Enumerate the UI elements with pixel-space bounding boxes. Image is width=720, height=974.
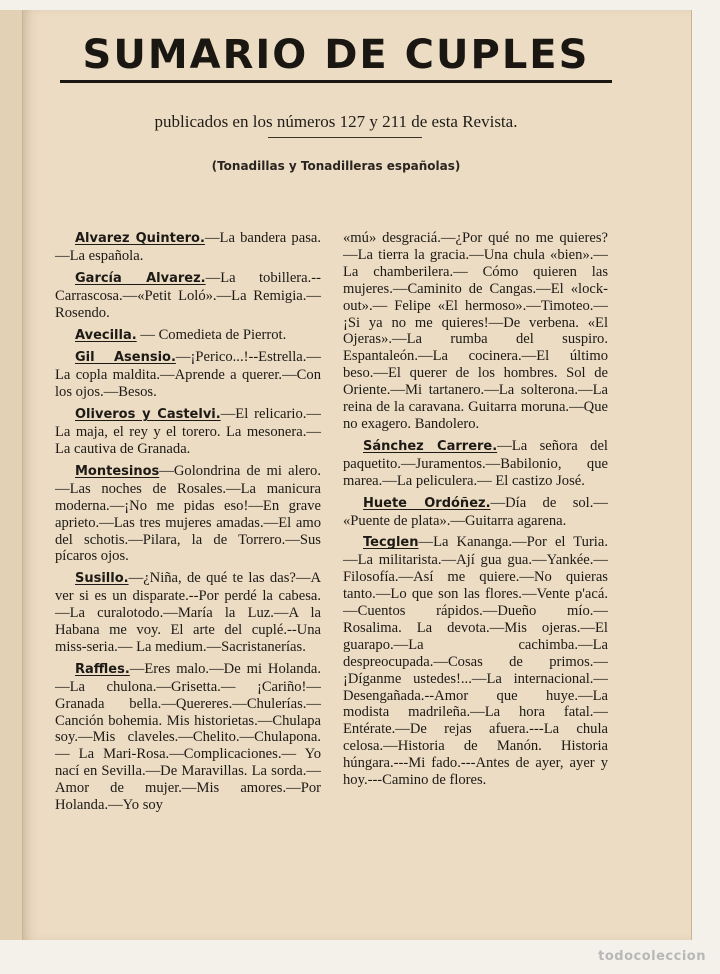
author-name: Huete Ordóñez. xyxy=(363,495,491,511)
song-list: —La Kananga.—Por el Turia.—La militarista.—Ají gua gua.—Yankée.—Filosofía.—Así me quiere.—No quieras tanto.—Lo que son las flores.—Vente p'acá.—Cuentos rápidos.—Dueño mío.—Rosalima. La devota.—Mis ojeras.—El guarapo.—La cachimba.—La despreocupada.—Cosas de primos.—¡Díganme ustedes!...—La internacional.—Desengañada.--Amor que huye.—La modista madrileña.—La hora fatal.— Entérate.—De rejas afuera.---La chula celosa.—Historia de Manón. Historia húngara.---Mi fado.---Antes de ayer, ayer y hoy.---Camino de flores. xyxy=(343,534,608,789)
watermark: todocoleccion xyxy=(598,949,706,964)
entry-oliveros-castelvi xyxy=(55,406,321,458)
author-name: Alvarez Quintero. xyxy=(75,231,205,246)
author-name: Avecilla. xyxy=(75,327,137,343)
section-label: (Tonadillas y Tonadilleras españolas) xyxy=(211,159,461,173)
song-list: —La tobillera.-- Carrascosa.—«Petit Loló».—La Remigia.—Rosendo. xyxy=(55,269,321,321)
author-name: Oliveros y Castelvi. xyxy=(75,407,221,423)
author-name: Susillo. xyxy=(75,571,129,587)
page-edge xyxy=(0,10,23,940)
song-list: —¡Perico...!--Estrella.—La copla maldita.—Aprende a querer.—Con los ojos.—Besos. xyxy=(55,349,321,401)
entry-susillo xyxy=(55,570,321,656)
entry-huete-ordonez xyxy=(343,495,608,530)
page-title: SUMARIO DE CUPLES xyxy=(82,32,590,78)
subtitle-rule xyxy=(268,137,422,138)
subtitle: publicados en los números 127 y 211 de esta Revista. xyxy=(154,112,518,131)
entry-raffles xyxy=(55,661,321,814)
left-column xyxy=(55,230,321,819)
song-list: —Día de sol.— «Puente de plata».—Guitarra agarena. xyxy=(343,494,608,529)
entry-montesinos xyxy=(55,463,321,565)
song-list: —La bandera pasa.—La española. xyxy=(55,230,322,264)
author-name: Gil Asensio. xyxy=(75,350,176,366)
song-list: —Eres malo.—De mi Holanda.—La chulona.—Grisetta.— ¡Cariño!—Granada bella.—Quereres.—Chulerías.—Canción bohemia. Mis historietas.—Chulapa soy.—Mis claveles.—Chelito.—Chulapona.— La Mari-Rosa.—Complicaciones.— Yo nací en Sevilla.—De Maravillas. La sorda.—Amor de mujer.—Mis amores.—Por Holanda.—Yo soy xyxy=(55,660,321,814)
song-list: —El relicario.—La maja, el rey y el torero. La mesonera.—La cautiva de Granada. xyxy=(55,406,321,457)
entry-raffles-continued: «mú» desgraciá.—¿Por qué no me quieres?—La tierra la gracia.—Una chula «bien».—La chamberilera.— Cómo quieren las mujeres.—Caminito de Cangas.—El «lock-out».— Felipe «El hermoso».—Timoteo.— ¡Si ya no me quieres!—De verbena. «El Ojeras».—La rumba del suspiro. Espantaleón.—La cocinera.—El último beso.—El querer de los hombres. Sol de Oriente.—Mi tartanero.—La solterona.—La reina de la caravana. Guitarra moruna.—Que no exagero. Bandolero. xyxy=(343,230,608,432)
entry-alvarez-quintero xyxy=(55,230,321,265)
right-column xyxy=(343,230,608,794)
entry-sanchez-carrere xyxy=(343,438,608,490)
song-list: — Comedieta de Pierrot. xyxy=(136,326,287,343)
title-rule xyxy=(60,80,612,83)
entry-tecglen xyxy=(343,534,608,789)
entry-garcia-alvarez xyxy=(55,270,321,322)
song-list: —¿Niña, de qué te las das?—A ver si es un disparate.--Por perdé la cabesa.—La curalotodo.—María la Luz.—A la Habana me voy. El arte del cuplé.--Una miss-seria.— La medium.—Sacristanerías. xyxy=(55,570,321,655)
song-list: —La señora del paquetito.—Juramentos.—Babilonio, que marea.—La peliculera.— El castizo José. xyxy=(343,437,608,489)
author-name: Montesinos xyxy=(75,463,160,479)
author-name: Raffles. xyxy=(75,661,130,677)
entry-avecilla xyxy=(55,327,321,345)
author-name: Tecglen xyxy=(363,535,419,551)
author-name: García Alvarez. xyxy=(75,270,206,286)
song-list: —Golondrina de mi alero.—Las noches de Rosales.—La manicura moderna.—¡No me pidas eso!—En grave aprieto.—Las tres mujeres amadas.—El amo del schotis.—Pilara, la de Torrero.—Sus pícaros ojos. xyxy=(55,462,321,565)
entry-gil-asensio xyxy=(55,349,321,401)
author-name: Sánchez Carrere. xyxy=(363,438,498,454)
